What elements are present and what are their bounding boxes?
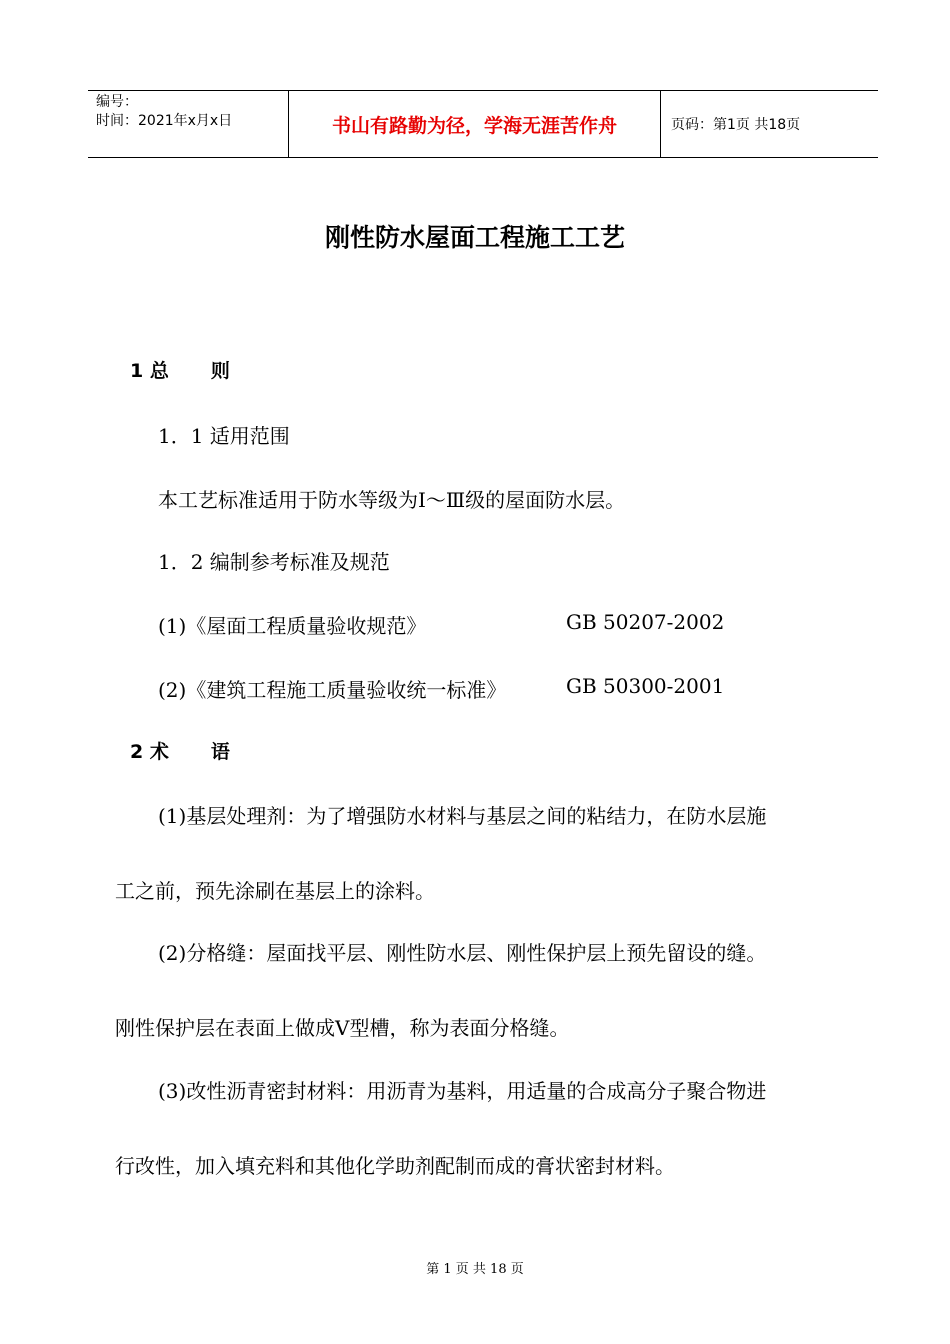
document-header (88, 90, 878, 158)
section-1-heading: 1 总 则 (130, 360, 230, 382)
term-2-line-2: 刚性保护层在表面上做成V型槽，称为表面分格缝。 (115, 1016, 570, 1040)
reference-1-code: GB 50207-2002 (566, 610, 725, 634)
page-info: 页码：第1页 共18页 (671, 117, 801, 133)
time-label: 时间：2021年x月x日 (96, 113, 233, 129)
reference-1: (1)《屋面工程质量验收规范》 GB 50207-2002 (158, 610, 725, 638)
term-3-line-1: (3)改性沥青密封材料：用沥青为基料，用适量的合成高分子聚合物进 (158, 1079, 767, 1103)
document-title: 刚性防水屋面工程施工工艺 (324, 223, 625, 252)
header-page-cell (661, 91, 878, 157)
term-1-line-1: (1)基层处理剂：为了增强防水材料与基层之间的粘结力，在防水层施 (158, 804, 767, 828)
section-2-heading: 2 术 语 (130, 741, 230, 763)
header-motto-cell (288, 91, 661, 157)
reference-2-code: GB 50300-2001 (566, 674, 725, 698)
term-1-line-2: 工之前，预先涂刷在基层上的涂料。 (115, 879, 435, 903)
term-3-line-2: 行改性，加入填充料和其他化学助剂配制而成的膏状密封材料。 (115, 1154, 675, 1178)
reference-2: (2)《建筑工程施工质量验收统一标准》 GB 50300-2001 (158, 674, 725, 702)
header-meta (88, 91, 288, 157)
term-2-line-1: (2)分格缝：屋面找平层、刚性防水层、刚性保护层上预先留设的缝。 (158, 941, 767, 965)
number-label: 编号： (96, 94, 138, 110)
subsection-1-2: 1．2 编制参考标准及规范 (158, 550, 390, 574)
page-footer: 第 1 页 共 18 页 (426, 1262, 524, 1277)
paragraph-scope: 本工艺标准适用于防水等级为Ⅰ～Ⅲ级的屋面防水层。 (158, 488, 626, 512)
motto-text: 书山有路勤为径，学海无涯苦作舟 (331, 114, 617, 137)
subsection-1-1: 1．1 适用范围 (158, 424, 290, 448)
